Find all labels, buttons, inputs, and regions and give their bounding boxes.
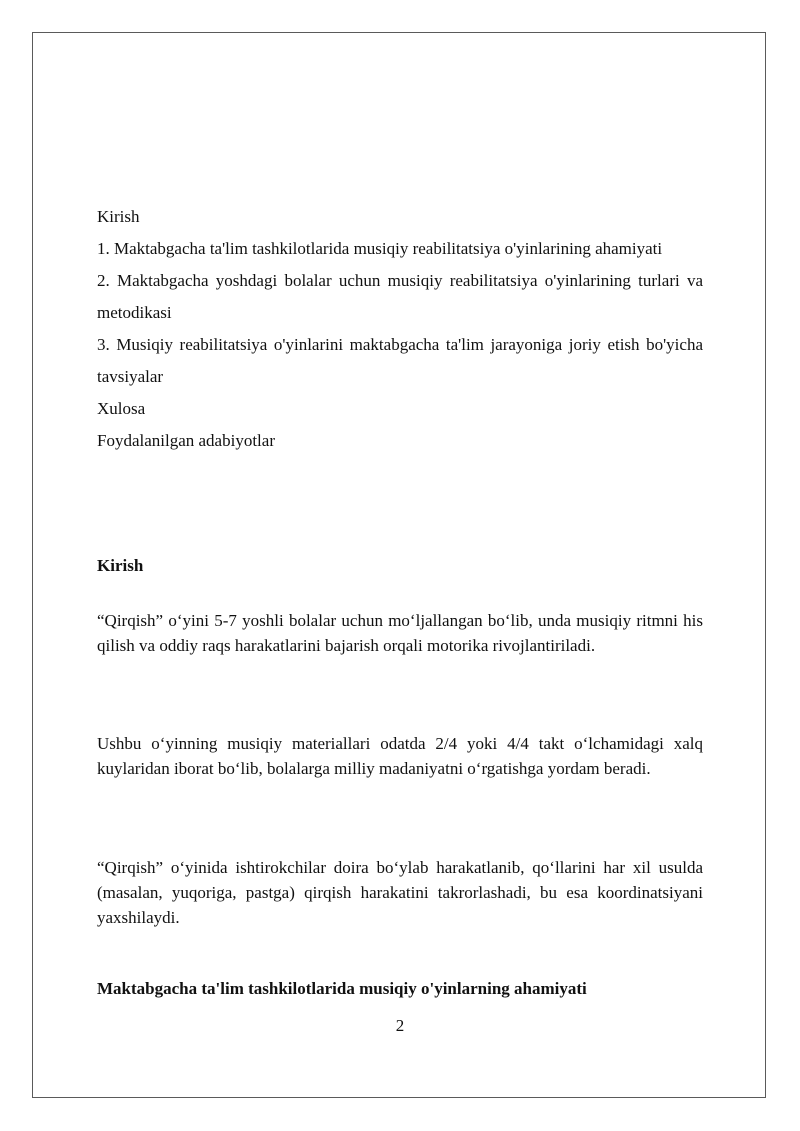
table-of-contents <box>97 201 703 457</box>
toc-item-conclusion: Xulosa <box>97 399 146 418</box>
toc-item-1: 1. Maktabgacha ta'lim tashkilotlarida musiqiy reabilitatsiya o'yinlarining ahamiyati <box>97 239 663 258</box>
toc-item-intro: Kirish <box>97 207 140 226</box>
toc-item-references: Foydalanilgan adabiyotlar <box>97 431 275 450</box>
intro-paragraph-1: “Qirqish” o‘yini 5-7 yoshli bolalar uchun mo‘ljallangan bo‘lib, unda musiqiy ritmni his qilish va oddiy raqs harakatlarini bajarish orqali motorika rivojlantiriladi. <box>97 611 703 655</box>
toc-item-2: 2. Maktabgacha yoshdagi bolalar uchun musiqiy reabilitatsiya o'yinlarining turlari va metodikasi <box>97 271 703 322</box>
section-heading-importance: Maktabgacha ta'lim tashkilotlarida musiqiy o'yinlarning ahamiyati <box>97 979 587 998</box>
intro-paragraph-2: Ushbu o‘yinning musiqiy materiallari odatda 2/4 yoki 4/4 takt o‘lchamidagi xalq kuylaridan iborat bo‘lib, bolalarga milliy madaniyatni o‘rgatishga yordam beradi. <box>97 734 703 778</box>
toc-item-3: 3. Musiqiy reabilitatsiya o'yinlarini maktabgacha ta'lim jarayoniga joriy etish bo'yicha tavsiyalar <box>97 335 703 386</box>
intro-heading: Kirish <box>97 556 144 575</box>
page-number: 2 <box>395 1016 405 1035</box>
intro-paragraph-3: “Qirqish” o‘yinida ishtirokchilar doira bo‘ylab harakatlanib, qo‘llarini har xil usulda (masalan, yuqoriga, pastga) qirqish harakatini takrorlashadi, bu esa koordinatsiyani yaxshilaydi. <box>97 858 703 927</box>
